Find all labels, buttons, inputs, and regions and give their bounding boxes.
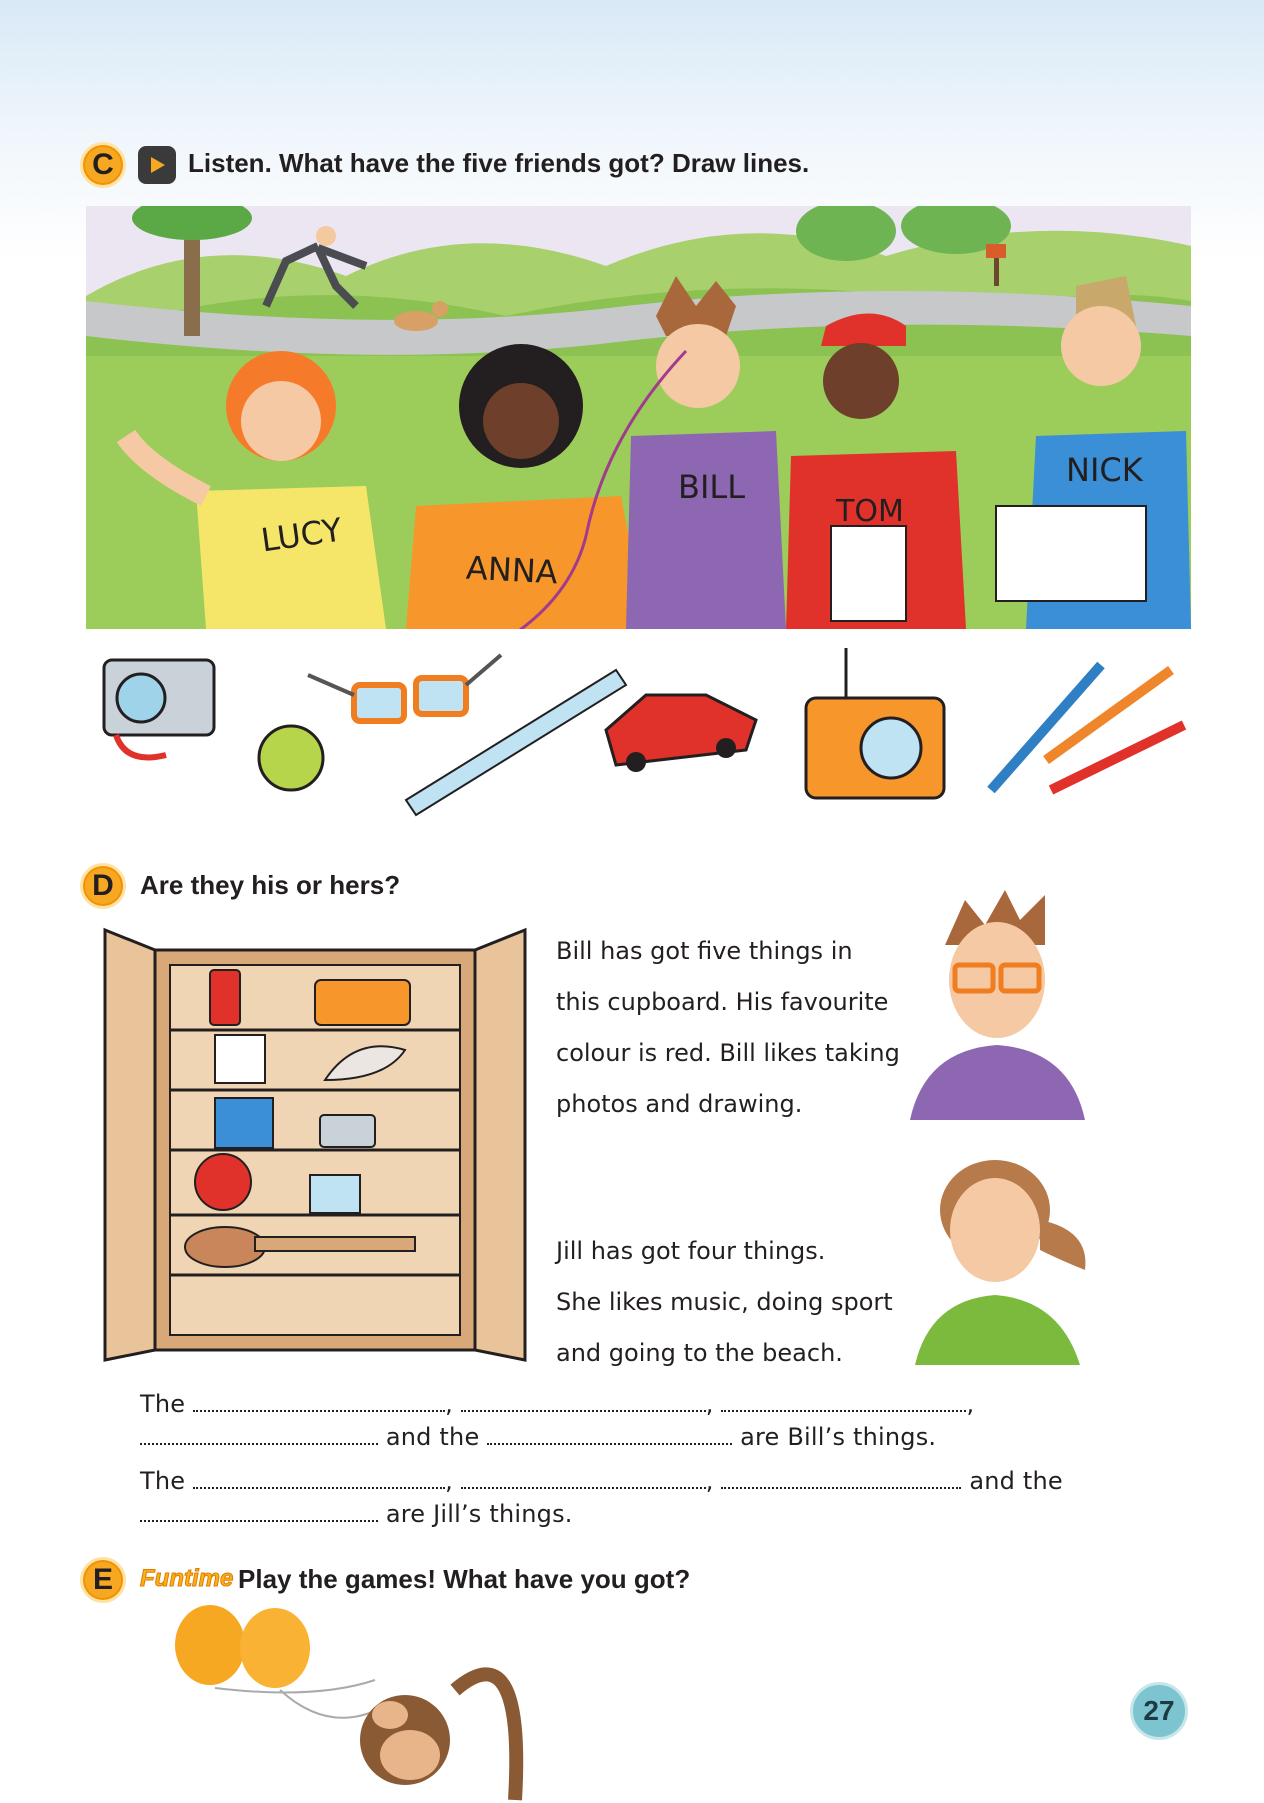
fill-line-2: [140, 1423, 936, 1451]
bill-text-line: Bill has got five things in: [556, 937, 853, 965]
bill-description: [556, 926, 900, 1130]
shirt-label-lucy: LUCY: [258, 510, 345, 560]
camera-icon[interactable]: [104, 660, 214, 758]
blank-field[interactable]: [140, 1427, 378, 1445]
page-number: 27: [1130, 1682, 1188, 1740]
blank-field[interactable]: [140, 1504, 378, 1522]
funtime-logo: Funtime: [140, 1565, 234, 1592]
blank-field[interactable]: [193, 1471, 445, 1489]
fill-line-1: [140, 1390, 974, 1418]
jill-portrait: [910, 1140, 1095, 1365]
fill-the-word: The: [140, 1467, 186, 1495]
bill-portrait: [905, 885, 1090, 1120]
blank-field[interactable]: [721, 1471, 961, 1489]
section-c-title: Listen. What have the five friends got? Draw lines.: [188, 148, 810, 178]
jill-text-line: She likes music, doing sport: [556, 1288, 893, 1316]
comma: ,: [705, 1390, 714, 1418]
and-the: and the: [385, 1423, 480, 1451]
shirt-label-anna: ANNA: [465, 548, 559, 592]
jill-text-line: and going to the beach.: [556, 1339, 843, 1367]
section-e-title: Play the games! What have you got?: [238, 1564, 691, 1594]
section-c-letter: C: [92, 148, 114, 181]
comma: ,: [966, 1390, 975, 1418]
audio-play-icon[interactable]: [138, 146, 176, 184]
fill-line-4: [140, 1500, 573, 1528]
shirt-label-bill: BILL: [678, 468, 746, 506]
line3-end: and the: [969, 1467, 1063, 1495]
shirt-label-nick: NICK: [1066, 451, 1143, 489]
comma: ,: [705, 1467, 714, 1495]
blank-field[interactable]: [721, 1394, 966, 1412]
blank-field[interactable]: [487, 1427, 732, 1445]
section-e-badge: [80, 1557, 126, 1603]
section-e-letter: E: [92, 1563, 113, 1596]
section-d-letter: D: [92, 869, 114, 902]
section-d-title: Are they his or hers?: [140, 870, 401, 900]
jill-text-line: Jill has got four things.: [556, 1237, 826, 1265]
bill-text-line: photos and drawing.: [556, 1090, 803, 1118]
line4-end: are Jill’s things.: [385, 1500, 573, 1528]
comma: ,: [445, 1390, 453, 1418]
monkey-balloons-illustration: [165, 1600, 595, 1803]
bill-text-line: colour is red. Bill likes taking: [556, 1039, 900, 1067]
blank-field[interactable]: [461, 1394, 706, 1412]
cupboard-illustration: [95, 920, 535, 1370]
fill-line-3: [140, 1467, 1063, 1495]
section-d-badge: [80, 863, 126, 909]
glasses-icon[interactable]: [308, 655, 501, 721]
shirt-label-tom: TOM: [836, 494, 904, 529]
line2-end: are Bill’s things.: [740, 1423, 937, 1451]
section-c-badge: [80, 142, 126, 188]
bill-text-line: this cupboard. His favourite: [556, 988, 889, 1016]
park-scene-illustration: [86, 206, 1191, 629]
toy-car-icon[interactable]: [606, 695, 756, 772]
blank-field[interactable]: [461, 1471, 706, 1489]
blank-field[interactable]: [193, 1394, 445, 1412]
jill-description: [556, 1226, 893, 1379]
items-row: [86, 640, 1191, 820]
comma: ,: [445, 1467, 453, 1495]
pencils-icon[interactable]: [991, 665, 1184, 790]
radio-icon[interactable]: [806, 648, 944, 798]
fill-the-word: The: [140, 1390, 186, 1418]
tennis-ball-icon[interactable]: [259, 726, 323, 790]
